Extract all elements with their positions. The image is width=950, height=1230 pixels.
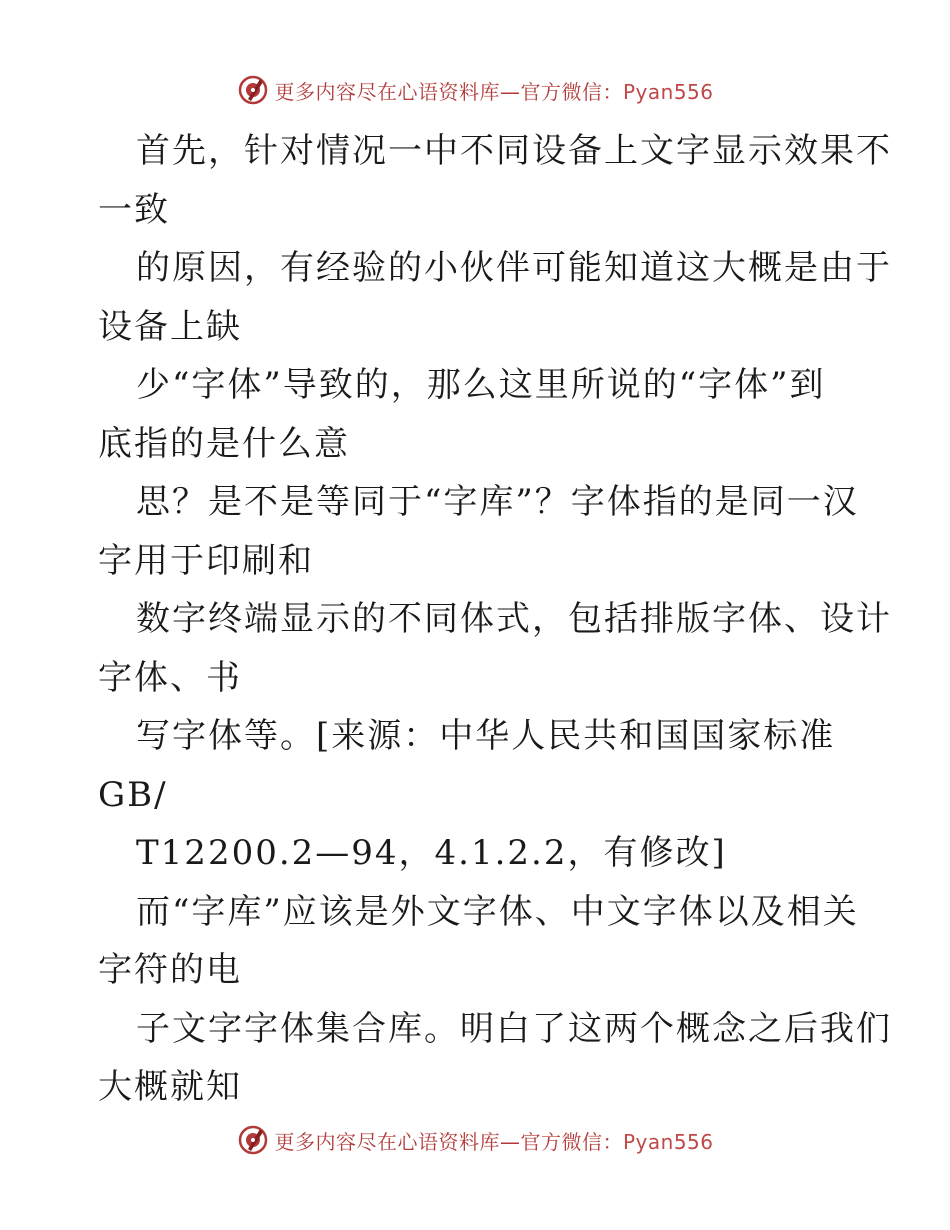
text-line: 思？是不是等同于“字库”？字体指的是同一汉 xyxy=(136,482,859,522)
header-banner xyxy=(0,70,950,110)
text-line: 设备上缺 xyxy=(98,306,242,347)
banner-label: 更多内容尽在心语资料库—官方微信： xyxy=(274,1129,623,1154)
wechat-handle: Pyan556 xyxy=(622,79,714,104)
banner-text xyxy=(274,76,713,105)
text-line: 而“字库”应该是外文字体、中文字体以及相关 xyxy=(136,891,859,932)
text-line: 数字终端显示的不同体式，包括排版字体、设计 xyxy=(136,599,892,639)
text-line: 一致 xyxy=(98,189,170,230)
footer-banner xyxy=(0,1120,950,1160)
text-line: 写字体等。[来源：中华人民共和国国家标准 xyxy=(136,716,836,756)
text-line: 字用于印刷和 xyxy=(98,540,314,581)
banner-label: 更多内容尽在心语资料库—官方微信： xyxy=(274,79,623,104)
pen-nib-circle-icon xyxy=(236,1123,270,1157)
text-line: T12200.2—94，4.1.2.2，有修改] xyxy=(136,833,727,873)
text-line: 底指的是什么意 xyxy=(98,423,350,464)
text-line: 少“字体”导致的，那么这里所说的“字体”到 xyxy=(136,365,826,405)
document-body xyxy=(98,122,892,1117)
text-line: 字符的电 xyxy=(98,950,242,990)
text-line: 首先，针对情况一中不同设备上文字显示效果不 xyxy=(136,131,892,171)
banner-text xyxy=(274,1126,713,1155)
wechat-handle: Pyan556 xyxy=(622,1129,714,1154)
text-line: GB/ xyxy=(98,774,168,815)
pen-nib-circle-icon xyxy=(236,73,270,107)
text-line: 字体、书 xyxy=(98,657,242,698)
text-line: 子文字字体集合库。明白了这两个概念之后我们 xyxy=(136,1008,892,1049)
text-line: 的原因，有经验的小伙伴可能知道这大概是由于 xyxy=(136,248,892,288)
text-line: 大概就知 xyxy=(98,1067,242,1107)
